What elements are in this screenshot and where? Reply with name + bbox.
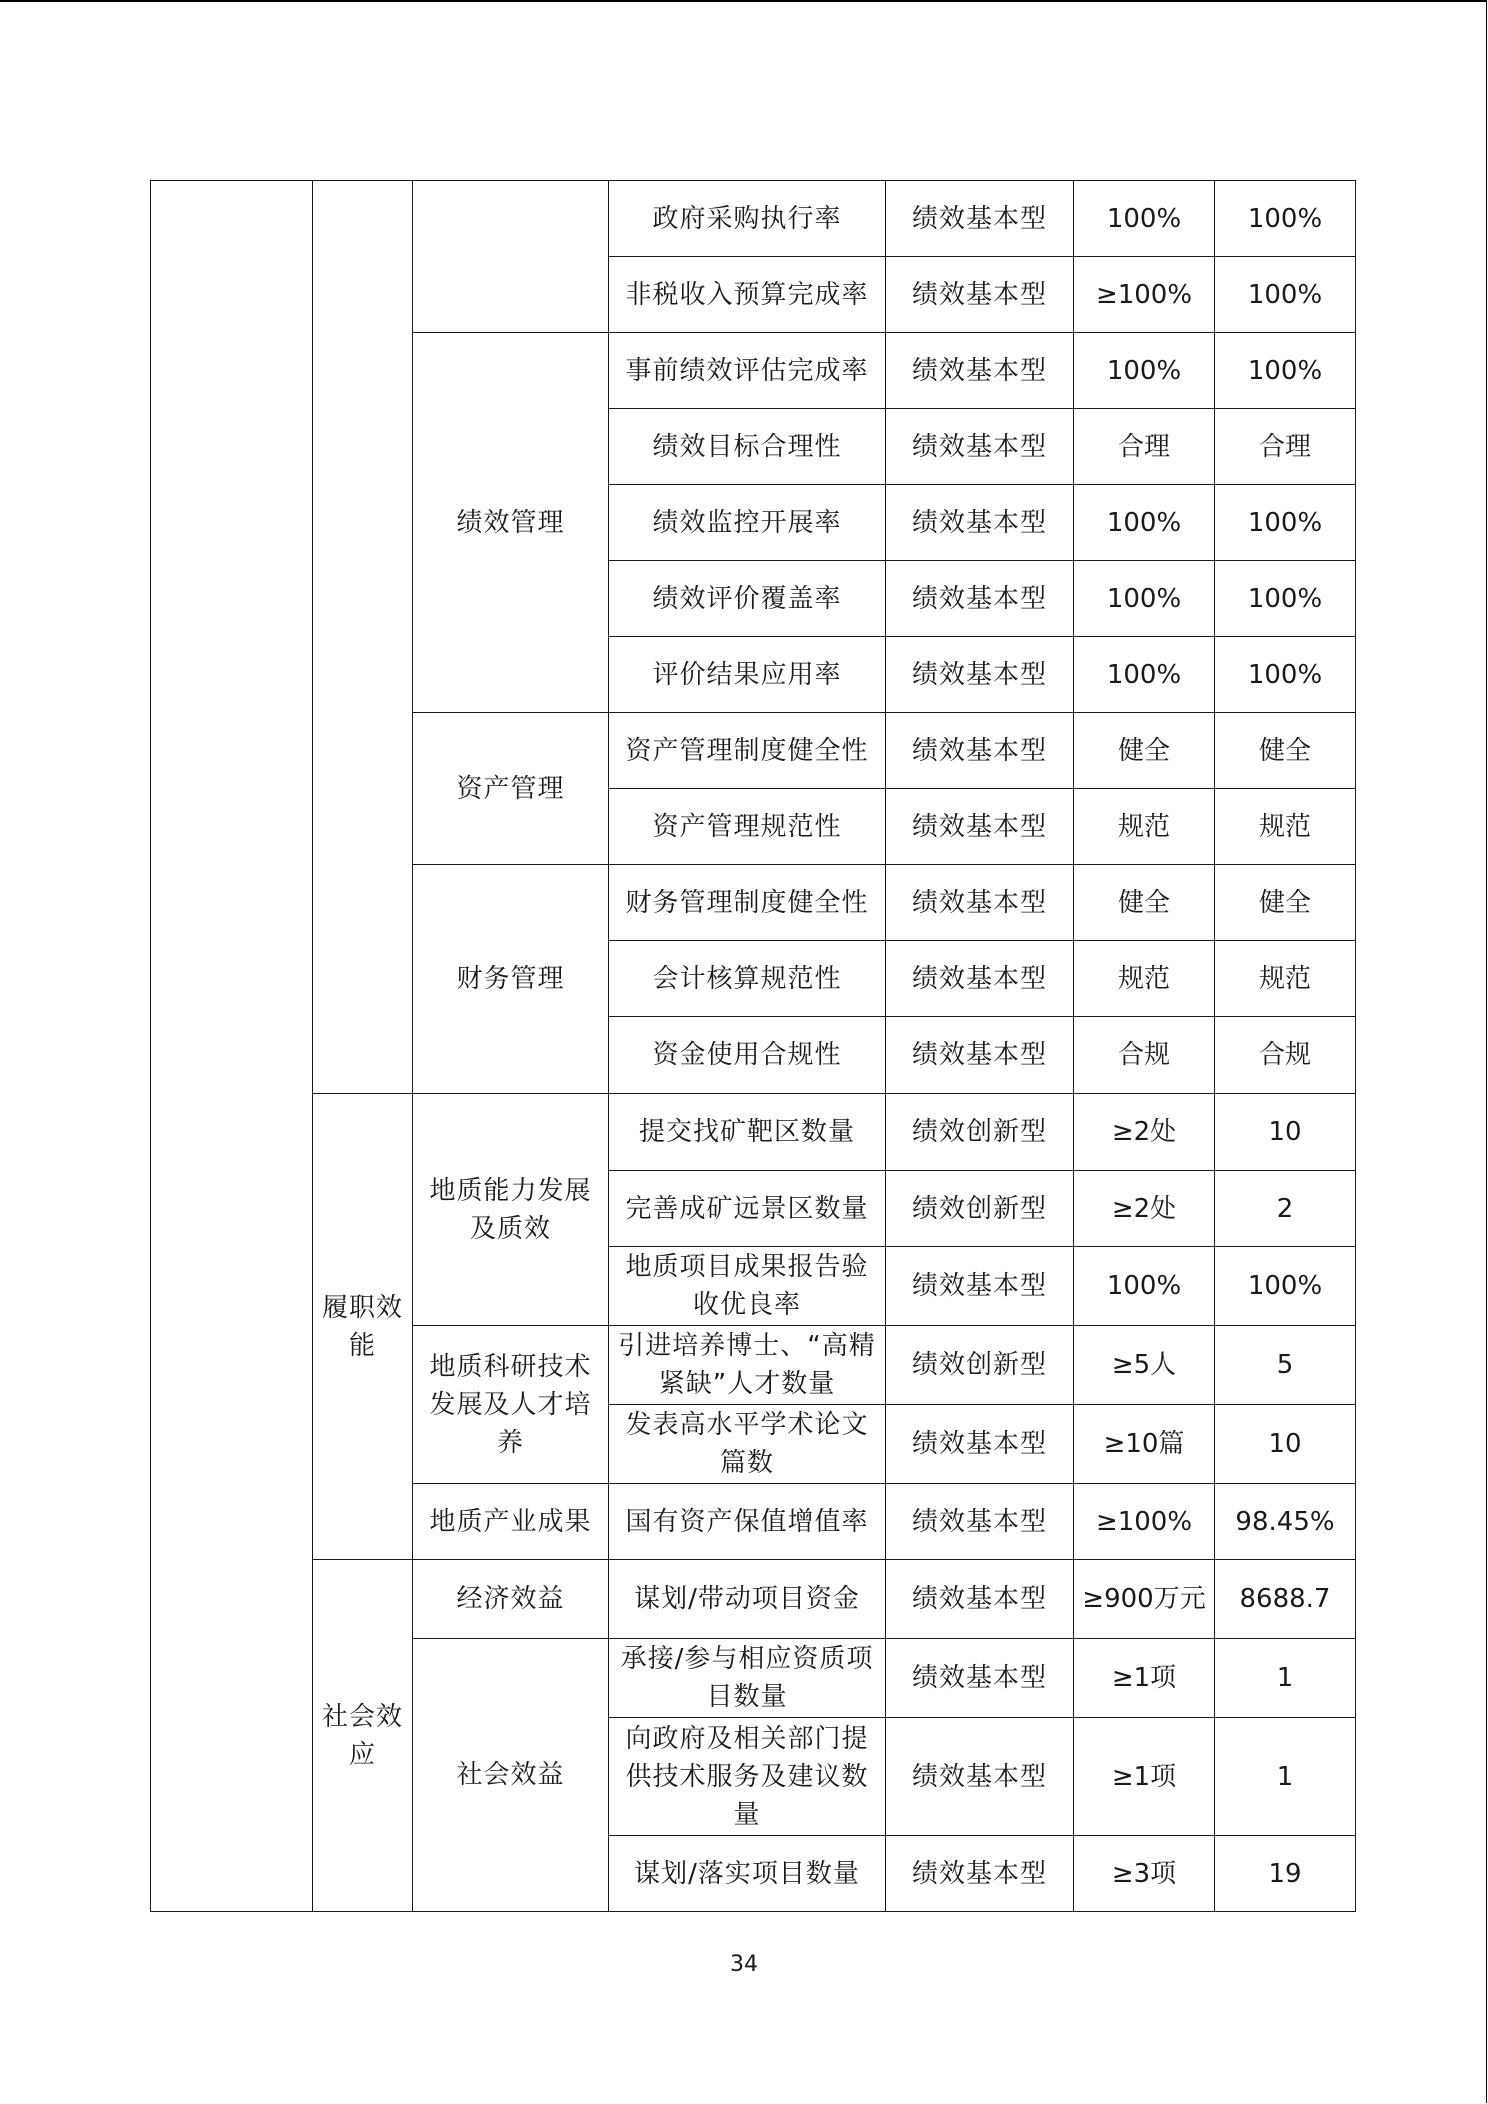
indicator-cell: 事前绩效评估完成率 bbox=[609, 333, 886, 409]
category-cell: 财务管理 bbox=[413, 865, 609, 1094]
actual-cell: 规范 bbox=[1215, 941, 1356, 1017]
target-cell: 健全 bbox=[1074, 865, 1215, 941]
actual-cell: 健全 bbox=[1215, 865, 1356, 941]
type-cell: 绩效基本型 bbox=[886, 409, 1074, 485]
indicator-cell: 资产管理规范性 bbox=[609, 789, 886, 865]
table-row bbox=[151, 1560, 1356, 1639]
actual-cell: 8688.7 bbox=[1215, 1560, 1356, 1639]
category-cell: 地质产业成果 bbox=[413, 1484, 609, 1560]
actual-cell: 100% bbox=[1215, 485, 1356, 561]
actual-cell: 100% bbox=[1215, 637, 1356, 713]
type-cell: 绩效基本型 bbox=[886, 637, 1074, 713]
type-cell: 绩效创新型 bbox=[886, 1171, 1074, 1247]
type-cell: 绩效基本型 bbox=[886, 561, 1074, 637]
target-cell: ≥5人 bbox=[1074, 1326, 1215, 1405]
actual-cell: 健全 bbox=[1215, 713, 1356, 789]
type-cell: 绩效基本型 bbox=[886, 1405, 1074, 1484]
actual-cell: 2 bbox=[1215, 1171, 1356, 1247]
level2-group-cell: 履职效能 bbox=[313, 1094, 413, 1560]
target-cell: 合理 bbox=[1074, 409, 1215, 485]
category-cell: 经济效益 bbox=[413, 1560, 609, 1639]
indicator-cell: 资产管理制度健全性 bbox=[609, 713, 886, 789]
type-cell: 绩效创新型 bbox=[886, 1094, 1074, 1171]
target-cell: 100% bbox=[1074, 561, 1215, 637]
indicator-cell: 完善成矿远景区数量 bbox=[609, 1171, 886, 1247]
type-cell: 绩效基本型 bbox=[886, 1017, 1074, 1094]
target-cell: 100% bbox=[1074, 637, 1215, 713]
actual-cell: 5 bbox=[1215, 1326, 1356, 1405]
type-cell: 绩效创新型 bbox=[886, 1326, 1074, 1405]
category-cell: 地质科研技术发展及人才培养 bbox=[413, 1326, 609, 1484]
indicator-cell: 发表高水平学术论文篇数 bbox=[609, 1405, 886, 1484]
indicator-cell: 评价结果应用率 bbox=[609, 637, 886, 713]
type-cell: 绩效基本型 bbox=[886, 789, 1074, 865]
indicator-cell: 地质项目成果报告验收优良率 bbox=[609, 1247, 886, 1326]
actual-cell: 规范 bbox=[1215, 789, 1356, 865]
indicator-cell: 绩效监控开展率 bbox=[609, 485, 886, 561]
actual-cell: 100% bbox=[1215, 1247, 1356, 1326]
indicator-cell: 政府采购执行率 bbox=[609, 181, 886, 257]
actual-cell: 19 bbox=[1215, 1836, 1356, 1912]
target-cell: ≥100% bbox=[1074, 1484, 1215, 1560]
indicator-cell: 财务管理制度健全性 bbox=[609, 865, 886, 941]
performance-indicator-table bbox=[150, 180, 1356, 1912]
actual-cell: 合理 bbox=[1215, 409, 1356, 485]
type-cell: 绩效基本型 bbox=[886, 1836, 1074, 1912]
table-row bbox=[151, 181, 1356, 257]
type-cell: 绩效基本型 bbox=[886, 941, 1074, 1017]
indicator-cell: 绩效评价覆盖率 bbox=[609, 561, 886, 637]
target-cell: 100% bbox=[1074, 1247, 1215, 1326]
target-cell: 100% bbox=[1074, 181, 1215, 257]
indicator-cell: 谋划/带动项目资金 bbox=[609, 1560, 886, 1639]
level2-empty-cell bbox=[313, 181, 413, 1094]
category-cell: 绩效管理 bbox=[413, 333, 609, 713]
target-cell: ≥2处 bbox=[1074, 1171, 1215, 1247]
actual-cell: 1 bbox=[1215, 1639, 1356, 1718]
actual-cell: 98.45% bbox=[1215, 1484, 1356, 1560]
target-cell: 规范 bbox=[1074, 941, 1215, 1017]
target-cell: ≥2处 bbox=[1074, 1094, 1215, 1171]
level1-empty-cell bbox=[151, 181, 313, 1912]
type-cell: 绩效基本型 bbox=[886, 1484, 1074, 1560]
target-cell: ≥100% bbox=[1074, 257, 1215, 333]
actual-cell: 10 bbox=[1215, 1405, 1356, 1484]
type-cell: 绩效基本型 bbox=[886, 1639, 1074, 1718]
type-cell: 绩效基本型 bbox=[886, 865, 1074, 941]
type-cell: 绩效基本型 bbox=[886, 1247, 1074, 1326]
type-cell: 绩效基本型 bbox=[886, 1560, 1074, 1639]
actual-cell: 100% bbox=[1215, 257, 1356, 333]
type-cell: 绩效基本型 bbox=[886, 1718, 1074, 1836]
type-cell: 绩效基本型 bbox=[886, 333, 1074, 409]
table-row bbox=[151, 1094, 1356, 1171]
actual-cell: 100% bbox=[1215, 181, 1356, 257]
target-cell: ≥1项 bbox=[1074, 1639, 1215, 1718]
indicator-cell: 引进培养博士、“高精紧缺”人才数量 bbox=[609, 1326, 886, 1405]
actual-cell: 10 bbox=[1215, 1094, 1356, 1171]
category-cell: 资产管理 bbox=[413, 713, 609, 865]
target-cell: ≥10篇 bbox=[1074, 1405, 1215, 1484]
actual-cell: 合规 bbox=[1215, 1017, 1356, 1094]
type-cell: 绩效基本型 bbox=[886, 713, 1074, 789]
indicator-cell: 资金使用合规性 bbox=[609, 1017, 886, 1094]
page-number: 34 bbox=[730, 1952, 758, 1977]
target-cell: ≥1项 bbox=[1074, 1718, 1215, 1836]
target-cell: 规范 bbox=[1074, 789, 1215, 865]
target-cell: 健全 bbox=[1074, 713, 1215, 789]
actual-cell: 100% bbox=[1215, 561, 1356, 637]
indicator-cell: 提交找矿靶区数量 bbox=[609, 1094, 886, 1171]
level3-empty-cell bbox=[413, 181, 609, 333]
type-cell: 绩效基本型 bbox=[886, 257, 1074, 333]
indicator-cell: 绩效目标合理性 bbox=[609, 409, 886, 485]
indicator-cell: 承接/参与相应资质项目数量 bbox=[609, 1639, 886, 1718]
actual-cell: 100% bbox=[1215, 333, 1356, 409]
category-cell: 社会效益 bbox=[413, 1639, 609, 1912]
indicator-cell: 国有资产保值增值率 bbox=[609, 1484, 886, 1560]
target-cell: 100% bbox=[1074, 333, 1215, 409]
category-cell: 地质能力发展及质效 bbox=[413, 1094, 609, 1326]
actual-cell: 1 bbox=[1215, 1718, 1356, 1836]
target-cell: 100% bbox=[1074, 485, 1215, 561]
indicator-cell: 会计核算规范性 bbox=[609, 941, 886, 1017]
target-cell: 合规 bbox=[1074, 1017, 1215, 1094]
target-cell: ≥3项 bbox=[1074, 1836, 1215, 1912]
indicator-cell: 非税收入预算完成率 bbox=[609, 257, 886, 333]
target-cell: ≥900万元 bbox=[1074, 1560, 1215, 1639]
level2-group-cell: 社会效应 bbox=[313, 1560, 413, 1912]
indicator-cell: 向政府及相关部门提供技术服务及建议数量 bbox=[609, 1718, 886, 1836]
indicator-cell: 谋划/落实项目数量 bbox=[609, 1836, 886, 1912]
type-cell: 绩效基本型 bbox=[886, 181, 1074, 257]
type-cell: 绩效基本型 bbox=[886, 485, 1074, 561]
